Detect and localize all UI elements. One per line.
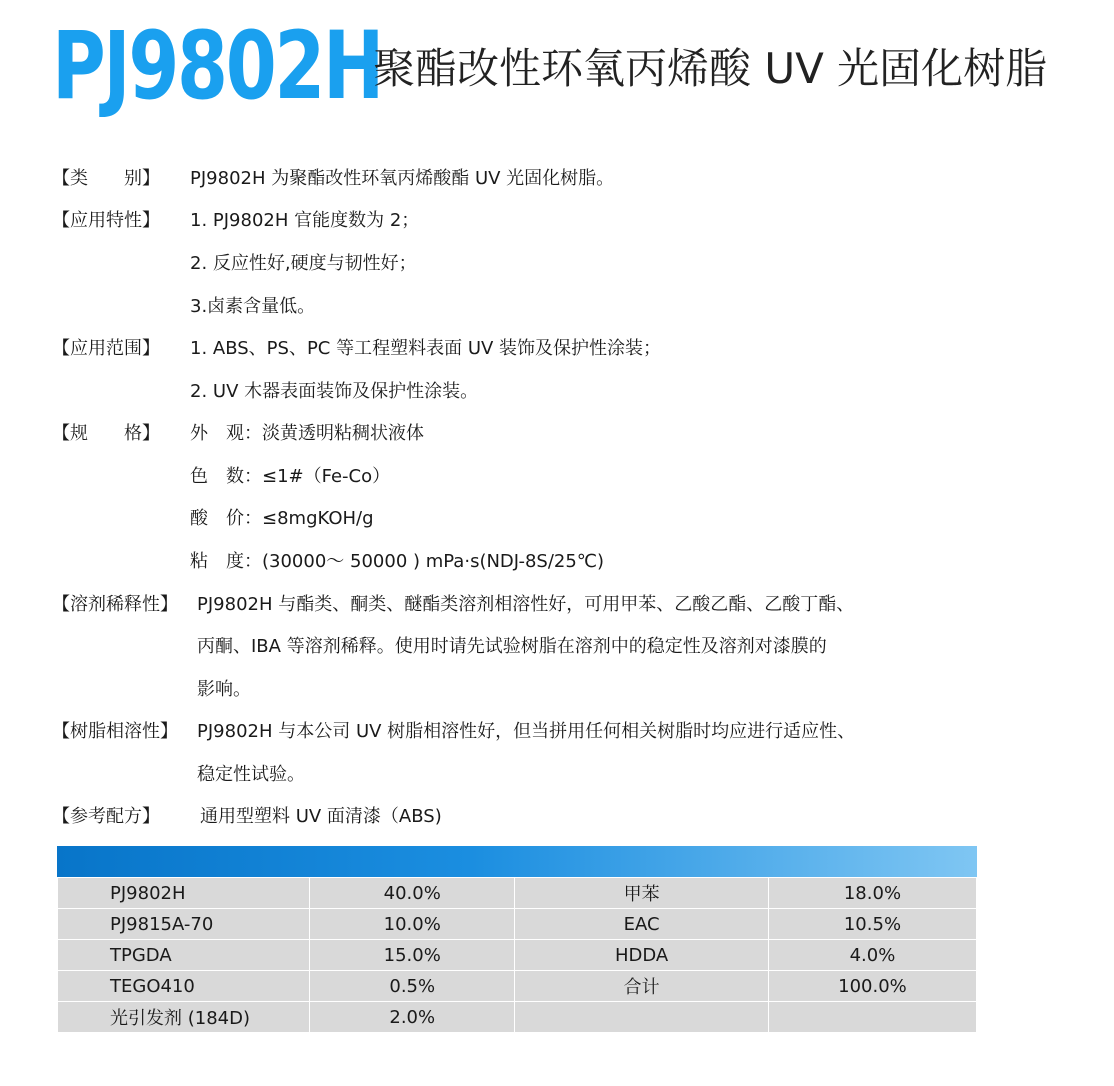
percent-cell: 10.5%	[768, 909, 976, 940]
percent-cell: 15.0%	[310, 940, 515, 971]
ingredient-cell: EAC	[515, 909, 769, 940]
percent-cell: 100.0%	[768, 971, 976, 1002]
table-row	[58, 1002, 977, 1033]
table-row	[58, 909, 977, 940]
category-text: PJ9802H 为聚酯改性环氧丙烯酸酯 UV 光固化树脂。	[190, 168, 615, 189]
scope-item: 1. ABS、PS、PC 等工程塑料表面 UV 装饰及保护性涂装；	[190, 338, 662, 359]
feature-item: 1. PJ9802H 官能度数为 2；	[190, 210, 420, 231]
table-row	[58, 940, 977, 971]
ingredient-cell: PJ9815A-70	[58, 909, 310, 940]
percent-cell: 0.5%	[310, 971, 515, 1002]
solvent-line: 丙酮、IBA 等溶剂稀释。使用时请先试验树脂在溶剂中的稳定性及溶剂对漆膜的	[197, 636, 827, 657]
compat-label: 【树脂相溶性】	[52, 721, 178, 742]
formula-table	[57, 877, 977, 1033]
solvent-line: PJ9802H 与酯类、酮类、醚酯类溶剂相溶性好，可用甲苯、乙酸乙酯、乙酸丁酯、	[197, 594, 855, 615]
ingredient-cell: HDDA	[515, 940, 769, 971]
ingredient-cell: TPGDA	[58, 940, 310, 971]
ingredient-cell: 光引发剂 (184D)	[58, 1002, 310, 1033]
solvent-label: 【溶剂稀释性】	[52, 594, 178, 615]
spec-item: 外 观：淡黄透明粘稠状液体	[190, 423, 424, 444]
compat-line: 稳定性试验。	[197, 764, 305, 785]
ingredient-cell: 甲苯	[515, 878, 769, 909]
features-label: 【应用特性】	[52, 210, 160, 231]
table-row	[58, 971, 977, 1002]
percent-cell: 40.0%	[310, 878, 515, 909]
spec-item: 色 数：≤1#（Fe-Co）	[190, 466, 391, 487]
table-row	[58, 878, 977, 909]
compat-line: PJ9802H 与本公司 UV 树脂相溶性好，但当拼用任何相关树脂时均应进行适应性、	[197, 721, 856, 742]
solvent-line: 影响。	[197, 679, 251, 700]
page-title: 聚酯改性环氧丙烯酸 UV 光固化树脂	[373, 44, 1048, 93]
feature-item: 2. 反应性好,硬度与韧性好；	[190, 253, 417, 274]
specs-label: 【规 格】	[52, 423, 160, 444]
percent-cell	[768, 1002, 976, 1033]
spec-item: 酸 价：≤8mgKOH/g	[190, 508, 374, 529]
scope-item: 2. UV 木器表面装饰及保护性涂装。	[190, 381, 479, 402]
feature-item: 3.卤素含量低。	[190, 296, 316, 317]
formula-label: 【参考配方】	[52, 806, 160, 827]
ingredient-cell: TEGO410	[58, 971, 310, 1002]
ingredient-cell: PJ9802H	[58, 878, 310, 909]
percent-cell: 18.0%	[768, 878, 976, 909]
scope-label: 【应用范围】	[52, 338, 160, 359]
table-header-bar	[57, 846, 977, 877]
ingredient-cell	[515, 1002, 769, 1033]
percent-cell: 2.0%	[310, 1002, 515, 1033]
percent-cell: 10.0%	[310, 909, 515, 940]
formula-title: 通用型塑料 UV 面清漆（ABS)	[200, 806, 442, 827]
category-label: 【类 别】	[52, 168, 160, 189]
percent-cell: 4.0%	[768, 940, 976, 971]
spec-item: 粘 度：(30000～ 50000 ) mPa·s(NDJ-8S/25℃)	[190, 551, 605, 572]
product-logo: PJ9802H	[52, 12, 383, 121]
ingredient-cell: 合计	[515, 971, 769, 1002]
